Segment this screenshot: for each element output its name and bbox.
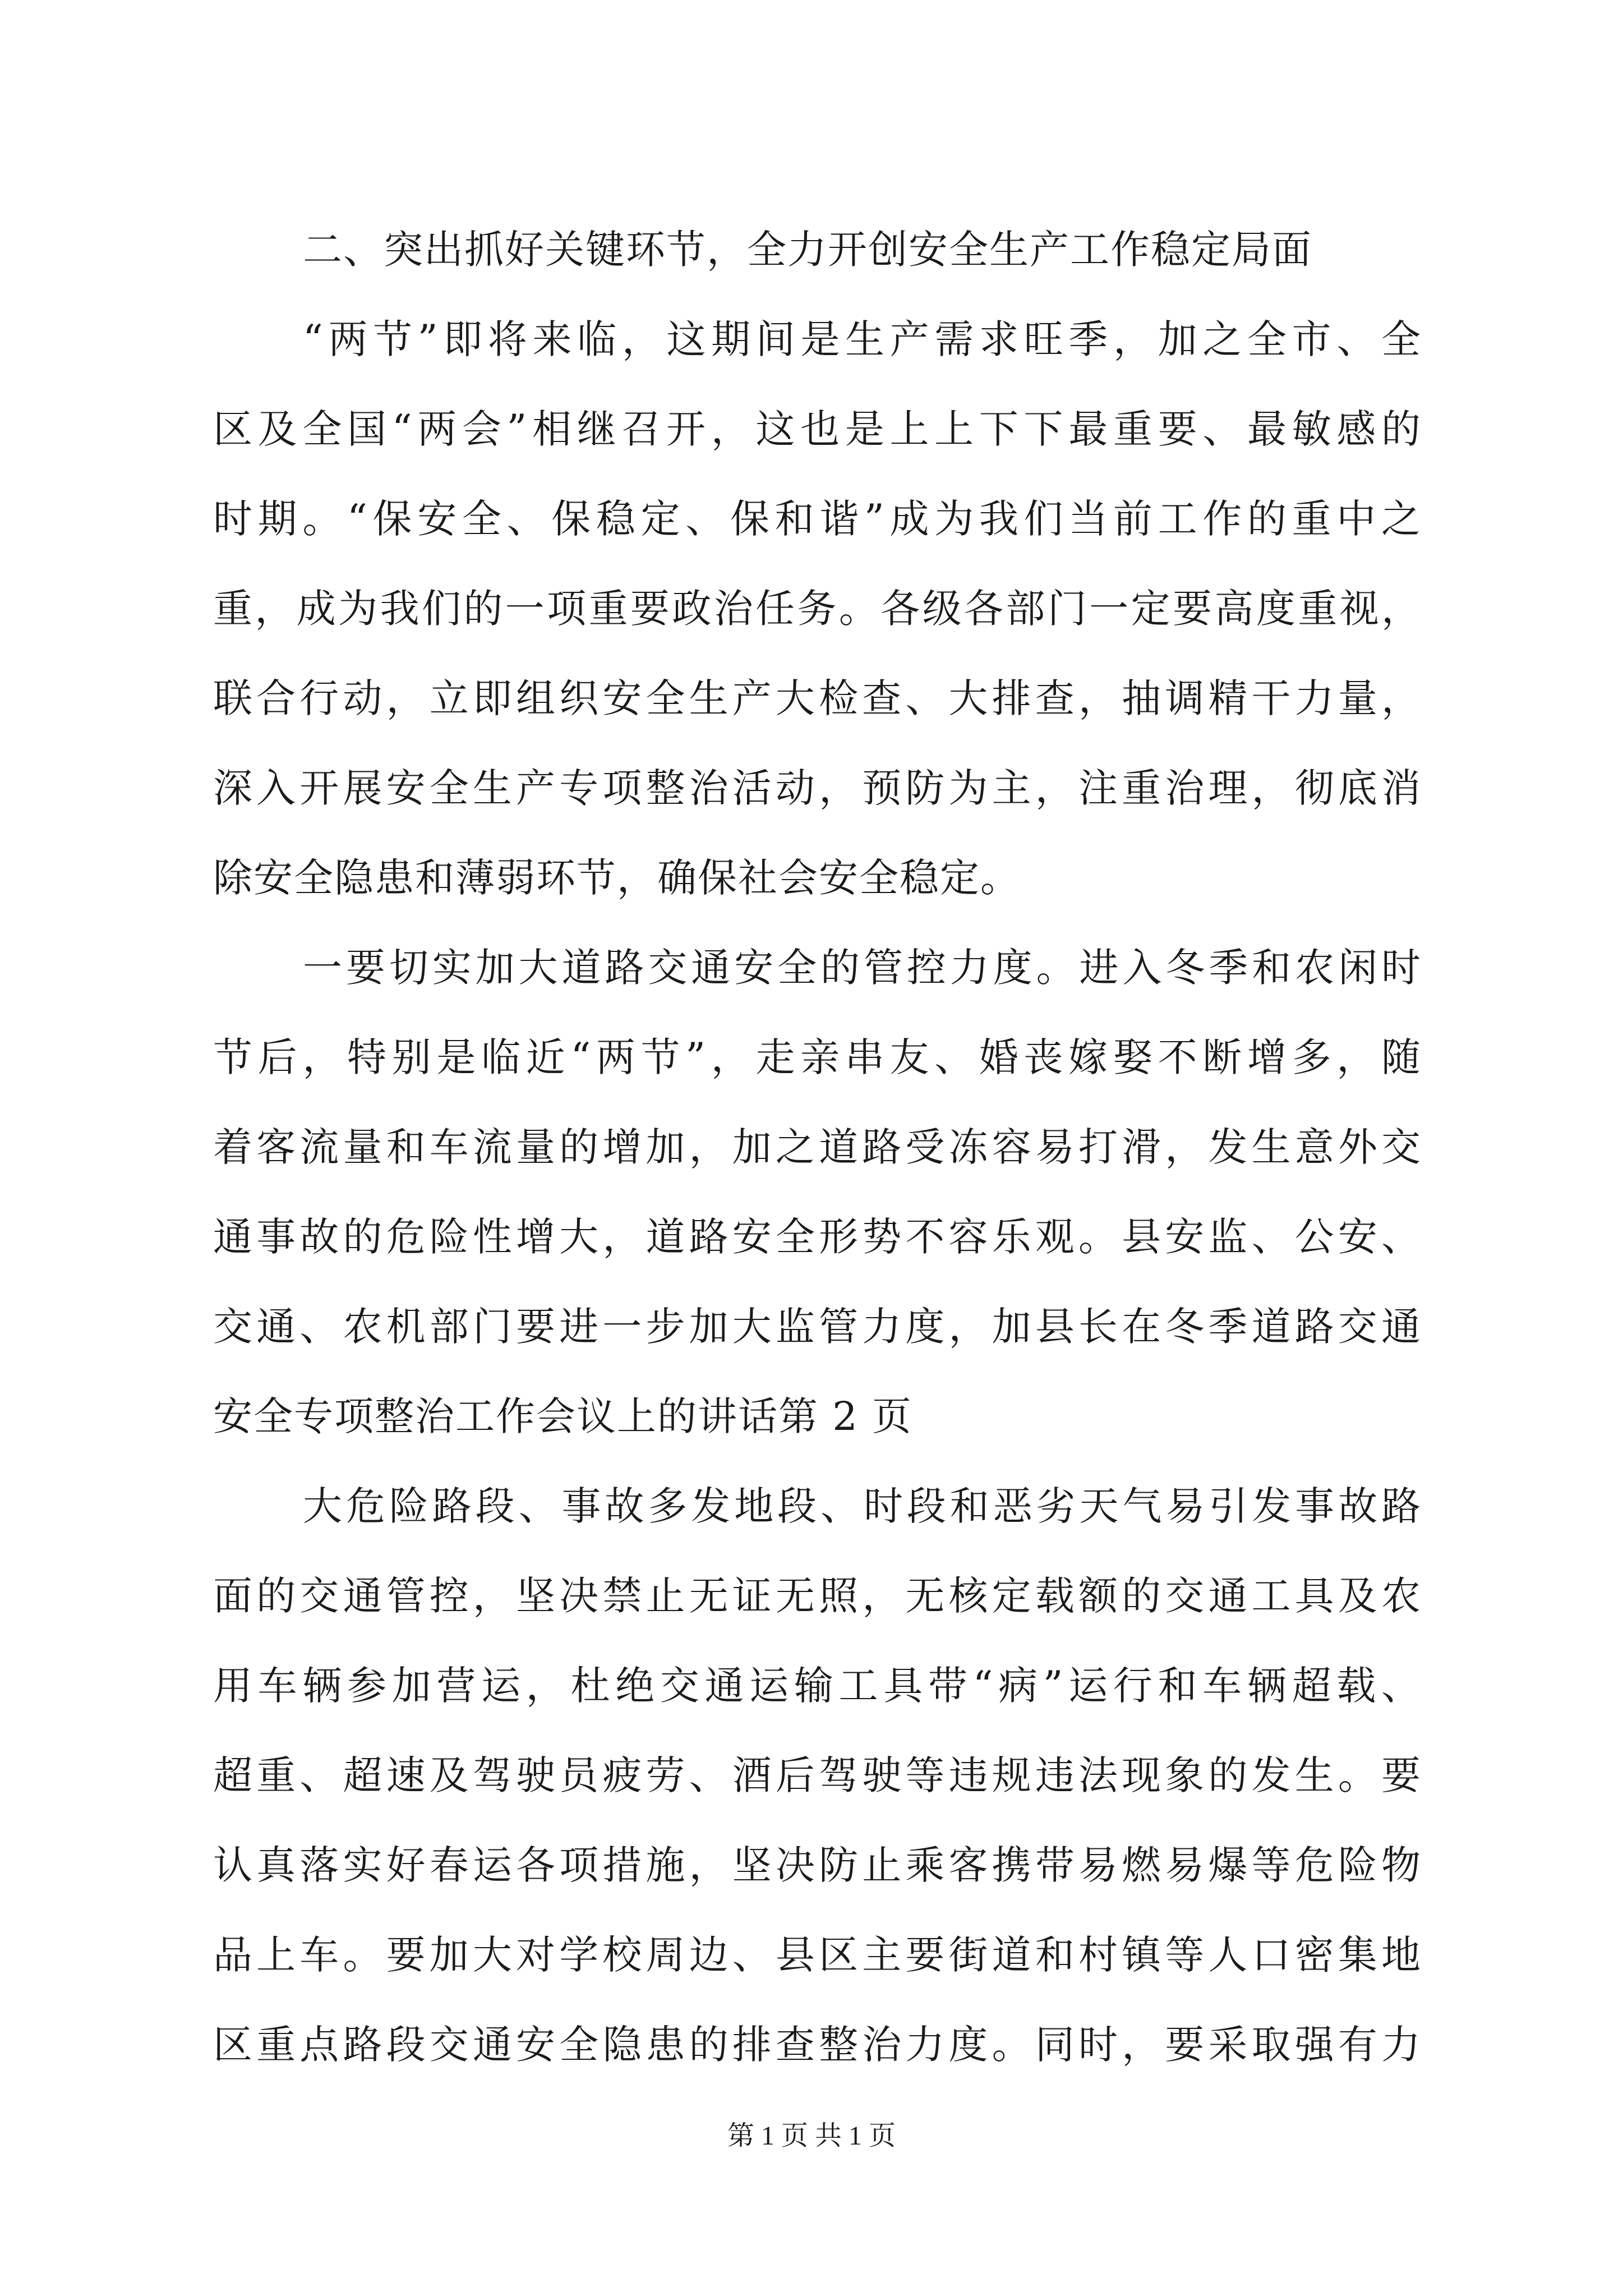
- page-footer: 第 1 页 共 1 页: [727, 2121, 896, 2151]
- paragraph-3-line-6: 品上车。要加大对学校周边、县区主要街道和村镇等人口密集地: [213, 1932, 1422, 1978]
- paragraph-1-line-2: 区及全国“两会”相继召开，这也是上上下下最重要、最敏感的: [213, 406, 1422, 452]
- paragraph-1-line-1: “两节”即将来临，这期间是生产需求旺季，加之全市、全: [303, 316, 1422, 362]
- paragraph-1-line-7: 除安全隐患和薄弱环节，确保社会安全稳定。: [213, 855, 1021, 901]
- paragraph-1-line-4: 重，成为我们的一项重要政治任务。各级各部门一定要高度重视，: [213, 586, 1422, 632]
- paragraph-3-line-7: 区重点路段交通安全隐患的排查整治力度。同时，要采取强有力: [213, 2022, 1422, 2068]
- paragraph-1-line-6: 深入开展安全生产专项整治活动，预防为主，注重治理，彻底消: [213, 765, 1422, 811]
- paragraph-2-line-6: 安全专项整治工作会议上的讲话第 2 页: [213, 1393, 913, 1439]
- paragraph-2-line-2: 节后，特别是临近“两节”，走亲串友、婚丧嫁娶不断增多，随: [213, 1034, 1422, 1080]
- section-heading: 二、突出抓好关键环节，全力开创安全生产工作稳定局面: [303, 227, 1312, 273]
- paragraph-3-line-1: 大危险路段、事故多发地段、时段和恶劣天气易引发事故路: [303, 1483, 1422, 1529]
- paragraph-3-line-4: 超重、超速及驾驶员疲劳、酒后驾驶等违规违法现象的发生。要: [213, 1752, 1422, 1798]
- paragraph-2-line-1: 一要切实加大道路交通安全的管控力度。进入冬季和农闲时: [303, 945, 1422, 991]
- paragraph-2-line-5: 交通、农机部门要进一步加大监管力度，加县长在冬季道路交通: [213, 1304, 1422, 1350]
- paragraph-3-line-3: 用车辆参加营运，杜绝交通运输工具带“病”运行和车辆超载、: [213, 1663, 1422, 1709]
- paragraph-3-line-2: 面的交通管控，坚决禁止无证无照，无核定载额的交通工具及农: [213, 1573, 1422, 1619]
- paragraph-3-line-5: 认真落实好春运各项措施，坚决防止乘客携带易燃易爆等危险物: [213, 1842, 1422, 1888]
- paragraph-1-line-5: 联合行动，立即组织安全生产大检查、大排查，抽调精干力量，: [213, 675, 1422, 721]
- paragraph-2-line-3: 着客流量和车流量的增加，加之道路受冻容易打滑，发生意外交: [213, 1124, 1422, 1170]
- paragraph-2-line-4: 通事故的危险性增大，道路安全形势不容乐观。县安监、公安、: [213, 1214, 1422, 1260]
- paragraph-1-line-3: 时期。“保安全、保稳定、保和谐”成为我们当前工作的重中之: [213, 496, 1422, 542]
